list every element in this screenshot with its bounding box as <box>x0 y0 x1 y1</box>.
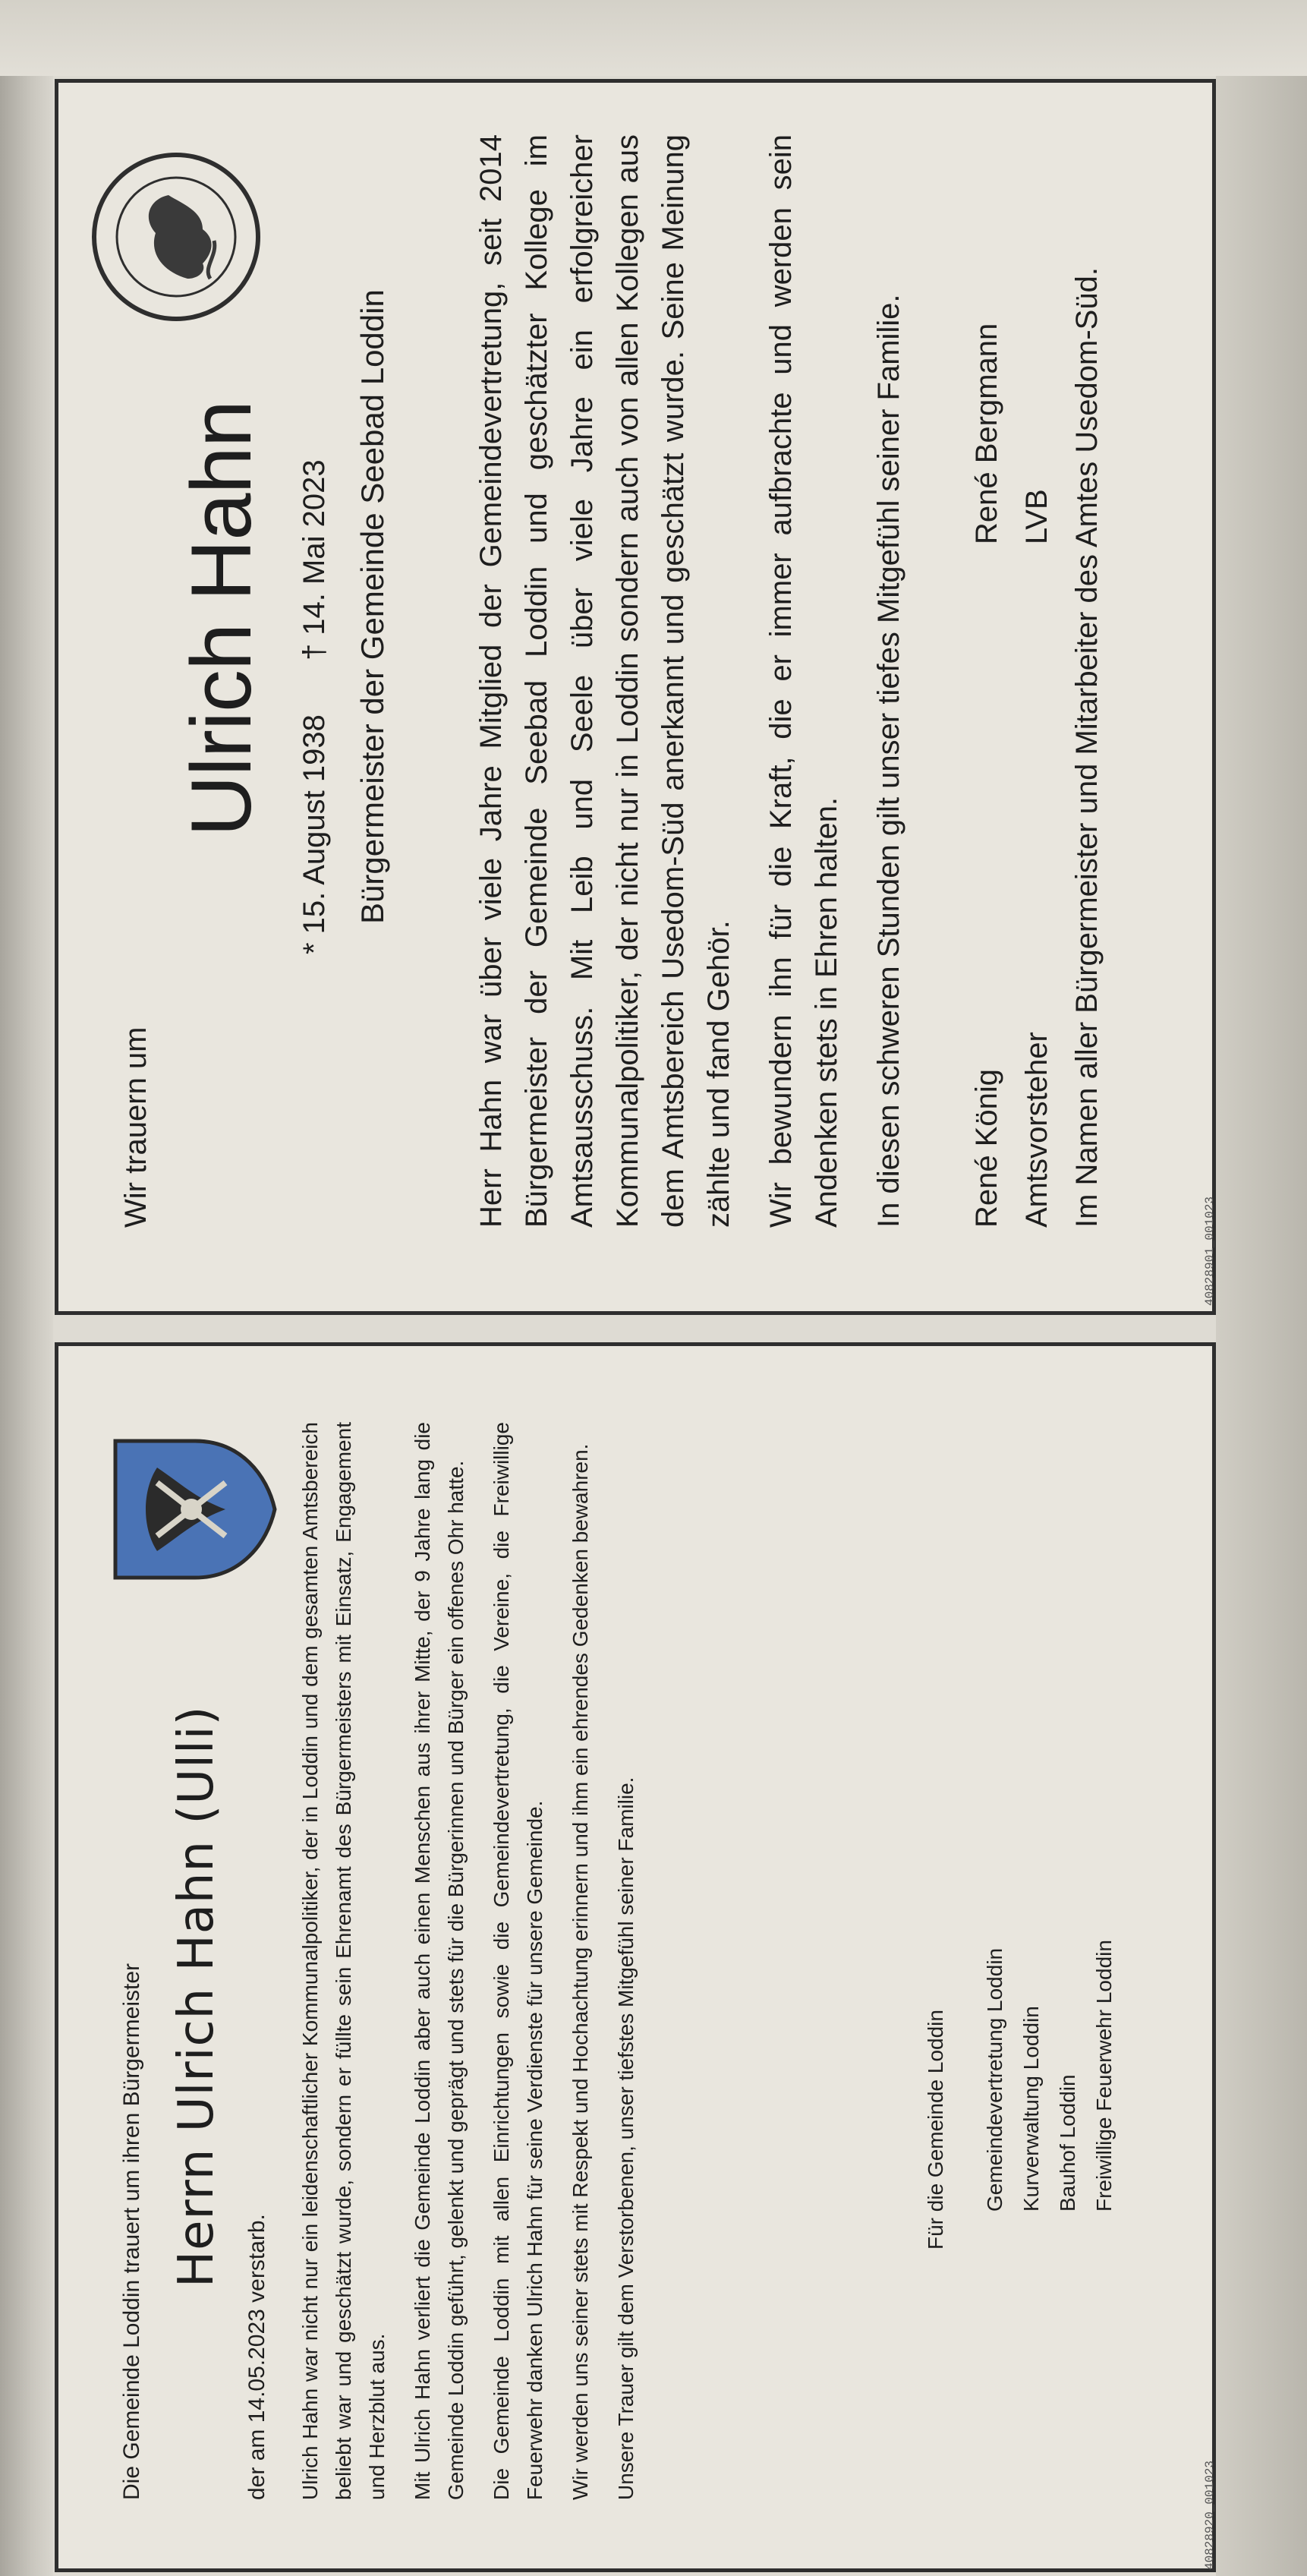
obituary-body <box>294 1422 655 2500</box>
closing-line: Im Namen aller Bürgermeister und Mitarbeiter des Amtes Usedom-Süd. <box>1070 267 1104 1228</box>
paragraph: In diesen schweren Stunden gilt unser tiefes Mitgefühl seiner Familie. <box>872 294 905 1228</box>
death-line: der am 14.05.2023 verstarb. <box>244 2214 269 2500</box>
paragraph: Ulrich Hahn war nicht nur ein leidenschaftlicher Kommunalpolitiker, der in Loddin und dem gesamten Amtsbereich beliebt war und geschätzt wurde, sondern er füllte sein Ehrenamt des Bürgermeisters mit Einsatz, Engagement und Herzblut aus. <box>298 1422 389 2500</box>
signatory-name: René König <box>970 1068 1003 1228</box>
paragraph: Unsere Trauer gilt dem Verstorbenen, unser tiefstes Mitgefühl seiner Familie. <box>614 1777 638 2500</box>
deceased-name: Ulrich Hahn <box>174 400 269 837</box>
loddin-coat-of-arms-icon <box>112 1437 279 1581</box>
organisation: Bauhof Loddin <box>1056 2074 1079 2212</box>
life-dates <box>298 459 332 954</box>
birth-date: * 15. August 1938 <box>298 714 331 954</box>
ad-code: 40828920_001023 <box>1203 2460 1217 2570</box>
signatory-title: Amtsvorsteher <box>1020 1032 1053 1228</box>
deceased-name: Herrn Ulrich Hahn (Ulli) <box>168 1705 225 2288</box>
ad-code: 40828901_001023 <box>1203 1196 1217 1306</box>
organisation-list <box>977 1940 1123 2212</box>
paragraph: Wir werden uns seiner stets mit Respekt und Hochachtung erinnern und ihm ein ehrendes Gedenken bewahren. <box>568 1443 592 2500</box>
organisation: Gemeindevertretung Loddin <box>983 1947 1006 2212</box>
intro-text: Wir trauern um <box>119 1026 153 1228</box>
role-line: Bürgermeister der Gemeinde Seebad Loddin <box>354 289 390 924</box>
signatory-title: LVB <box>1020 489 1053 544</box>
paragraph: Wir bewundern ihn für die Kraft, die er immer aufbrachte und werden sein Andenken stets in Ehren halten. <box>764 134 843 1228</box>
signatory-1 <box>962 1032 1062 1228</box>
intro-text: Die Gemeinde Loddin trauert um ihren Bürgermeister <box>119 1963 144 2500</box>
for-line: Für die Gemeinde Loddin <box>924 2010 947 2250</box>
paragraph: Die Gemeinde Loddin mit allen Einrichtungen sowie die Gemeindevertretung, die Vereine, die Freiwillige Feuerwehr danken Ulrich Hahn für seine Verdienste für unsere Gemeinde. <box>490 1422 546 2500</box>
death-date: † 14. Mai 2023 <box>298 459 331 661</box>
organisation: Kurverwaltung Loddin <box>1019 2006 1043 2212</box>
scan-left-edge <box>0 76 53 2576</box>
amt-usedom-sued-seal-icon <box>89 150 263 324</box>
signatory-2 <box>962 323 1062 544</box>
paragraph: Herr Hahn war über viele Jahre Mitglied der Gemeindevertretung, seit 2014 Bürgermeister der Gemeinde Seebad Loddin und geschätzter Kollege im Amtsausschuss. Mit Leib und Seele über viele Jahre ein erfolgreicher Kommunalpolitiker, der nicht nur in Loddin sondern auch von allen Kollegen aus dem Amtsbereich Usedom-Süd anerkannt und geschätzt wurde. Seine Meinung zählte und fand Gehör. <box>474 134 735 1228</box>
scan-right-edge <box>1216 76 1307 2576</box>
paragraph: Mit Ulrich Hahn verliert die Gemeinde Loddin aber auch einen Menschen aus ihrer Mitte, der 9 Jahre lang die Gemeinde Loddin geführt, gelenkt und geprägt und stets für die Bürgerinnen und Bürger ein offenes Ohr hatte. <box>411 1422 468 2500</box>
obituary-gemeinde-loddin <box>55 1342 1216 2572</box>
obituary-body <box>468 134 928 1228</box>
signatory-name: René Bergmann <box>970 323 1003 544</box>
obituary-amt-usedom-sued <box>55 79 1216 1315</box>
scan-top-edge <box>0 0 1307 76</box>
organisation: Freiwillige Feuerwehr Loddin <box>1092 1940 1116 2212</box>
